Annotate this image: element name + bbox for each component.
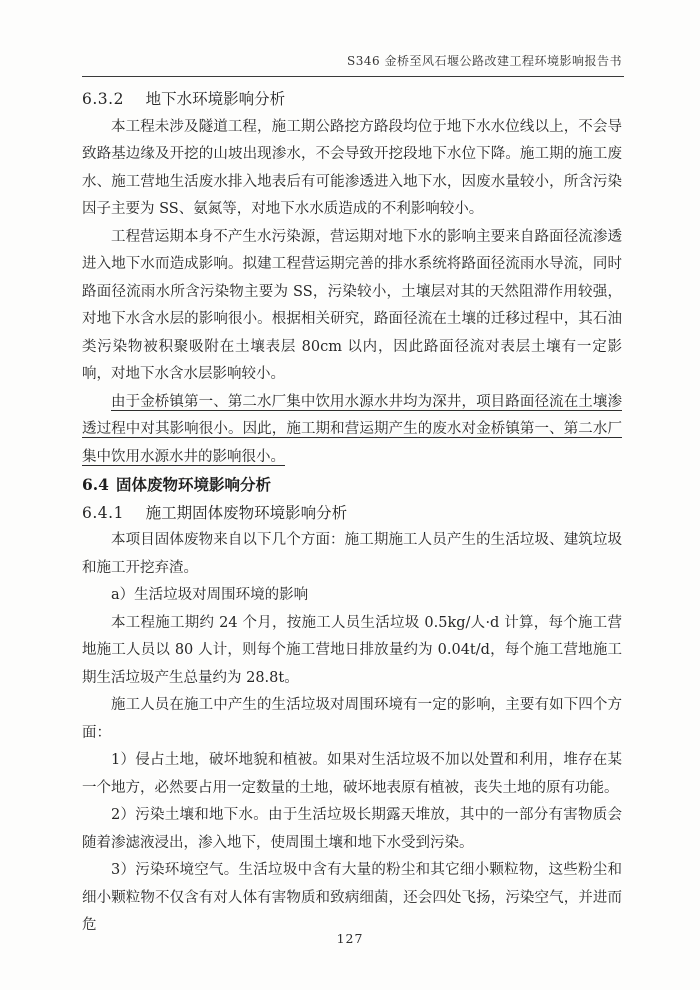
paragraph-water-source-conclusion-underlined: 由于金桥镇第一、第二水厂集中饮用水源水井均为深井，项目路面径流在土壤渗透过程中对其影响很小。因此，施工期和营运期产生的废水对金桥镇第一、第二水厂集中饮用水源水井的影响很小。 [82, 393, 622, 465]
heading-6-3-2 [82, 86, 622, 114]
heading-6-4-title: 固体废物环境影响分析 [115, 476, 271, 494]
list-item-impact-2: 2）污染土壤和地下水。由于生活垃圾长期露天堆放，其中的一部分有害物质会随着渗滤液浸出，渗入地下，使周围土壤和地下水受到污染。 [82, 807, 622, 851]
heading-6-4-1-number: 6.4.1 [82, 503, 124, 522]
page-footer [0, 931, 700, 946]
paragraph-garbage-impact-lead-in: 施工人员在施工中产生的生活垃圾对周围环境有一定的影响，主要有如下四个方面： [82, 697, 622, 741]
heading-6-3-2-title: 地下水环境影响分析 [145, 90, 286, 108]
subitem-a-heading: a）生活垃圾对周围环境的影响 [111, 587, 309, 603]
heading-6-4-1 [82, 500, 622, 528]
paragraph-groundwater-operation: 工程营运期本身不产生水污染源，营运期对地下水的影响主要来自路面径流渗透进入地下水而造成影响。拟建工程营运期完善的排水系统将路面径流雨水导流，同时路面径流雨水所含污染物主要为 SS，污染较小，土壤层对其的天然阻滞作用较强，对地下水含水层的影响很小。根据相关研究，路面径流在土壤的迁移过程中，其石油类污染物被积聚吸附在土壤表层 80cm 以内，因此路面径流对表层土壤有一定影响，对地下水含水层影响较小。 [82, 228, 622, 382]
heading-6-4-number: 6.4 [82, 475, 109, 494]
running-header-title: S346 金桥至风石堰公路改建工程环境影响报告书 [347, 54, 622, 68]
header-rule [82, 76, 624, 77]
paragraph-solid-waste-intro: 本项目固体废物来自以下几个方面：施工期施工人员产生的生活垃圾、建筑垃圾和施工开挖弃渣。 [82, 532, 622, 576]
page-header [82, 54, 622, 69]
paragraph-groundwater-construction: 本工程未涉及隧道工程，施工期公路挖方路段均位于地下水水位线以上，不会导致路基边缘及开挖的山坡出现渗水，不会导致开挖段地下水位下降。施工期的施工废水、施工营地生活废水排入地表后有可能渗透进入地下水，因废水量较小，所含污染因子主要为 SS、氨氮等，对地下水水质造成的不利影响较小。 [82, 118, 622, 217]
list-item-impact-3: 3）污染环境空气。生活垃圾中含有大量的粉尘和其它细小颗粒物，这些粉尘和细小颗粒物不仅含有对人体有害物质和致病细菌，还会四处飞扬，污染空气，并进而危 [82, 862, 622, 933]
page-number: 127 [336, 931, 364, 946]
heading-6-4 [82, 471, 622, 500]
heading-6-4-1-title: 施工期固体废物环境影响分析 [145, 503, 348, 522]
paragraph-garbage-amount: 本工程施工期约 24 个月，按施工人员生活垃圾 0.5kg/人·d 计算，每个施工营地施工人员以 80 人计，则每个施工营地日排放量约为 0.04t/d，每个施工营地施工期生活垃圾产生总量约为 28.8t。 [82, 614, 622, 686]
list-item-impact-1: 1）侵占土地，破坏地貌和植被。如果对生活垃圾不加以处置和利用，堆存在某一个地方，必然要占用一定数量的土地，破坏地表原有植被，丧失土地的原有功能。 [82, 752, 622, 796]
page-body [82, 86, 622, 940]
heading-6-3-2-number: 6.3.2 [82, 90, 124, 108]
